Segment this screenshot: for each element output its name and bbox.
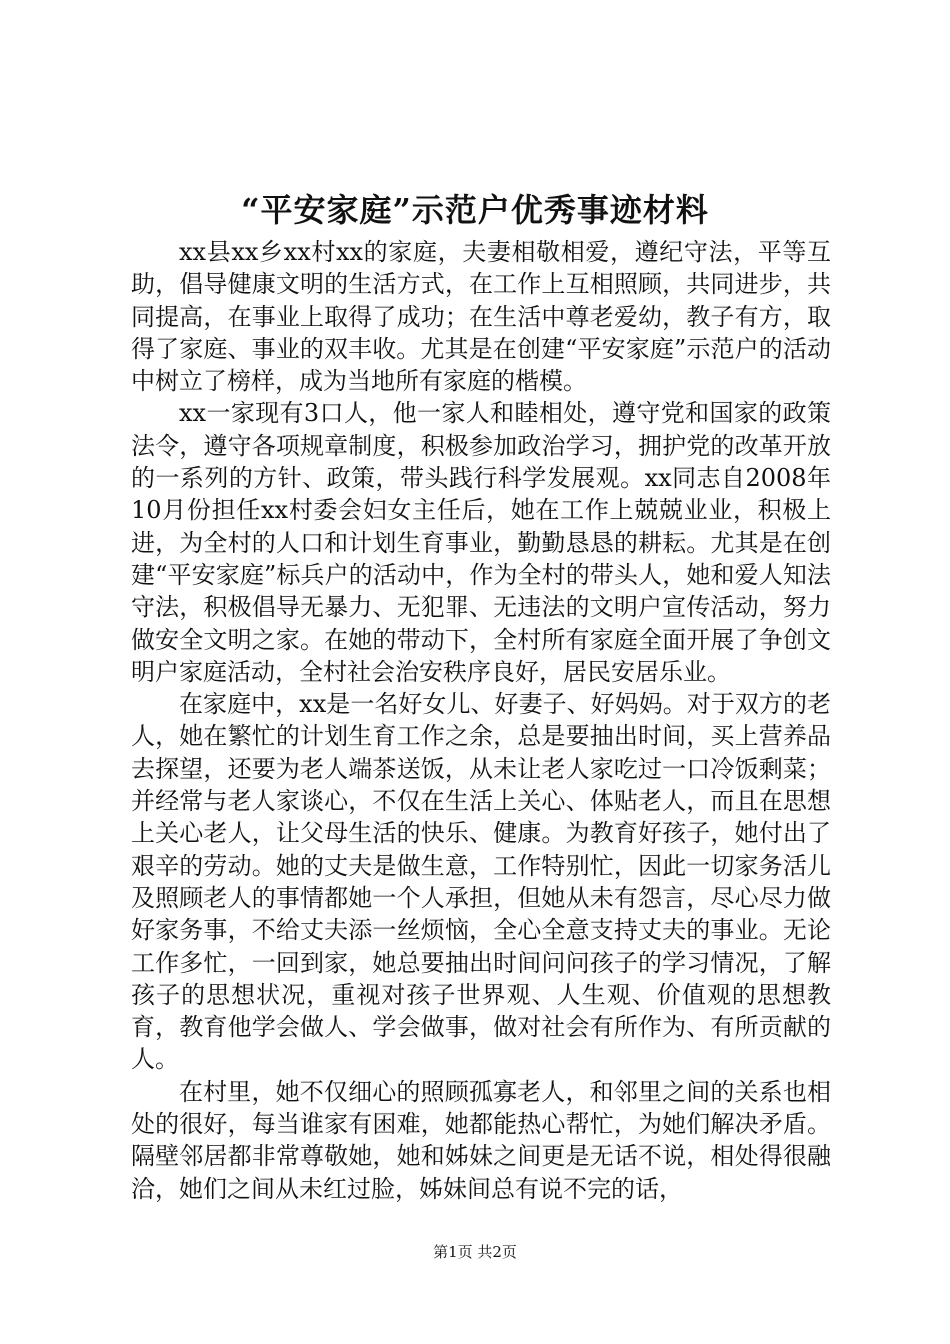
paragraph-2: xx一家现有3口人，他一家人和睦相处，遵守党和国家的政策法令，遵守各项规章制度，积极参加政治学习，拥护党的改革开放的一系列的方针、政策，带头践行科学发展观。xx同志自2008年10月份担任xx村委会妇女主任后，她在工作上兢兢业业，积极上进，为全村的人口和计划生育事业，勤勤恳恳的耕耘。尤其是在创建“平安家庭”标兵户的活动中，作为全村的带头人，她和爱人知法守法，积极倡导无暴力、无犯罪、无违法的文明户宣传活动，努力做安全文明之家。在她的带动下，全村所有家庭全面开展了争创文明户家庭活动，全村社会治安秩序良好，居民安居乐业。 (131, 399, 831, 686)
document-body (131, 236, 831, 1205)
paragraph-1: xx县xx乡xx村xx的家庭，夫妻相敬相爱，遵纪守法，平等互助，倡导健康文明的生活方式，在工作上互相照顾，共同进步，共同提高，在事业上取得了成功；在生活中尊老爱幼，教子有方，取得了家庭、事业的双丰收。尤其是在创建“平安家庭”示范户的活动中树立了榜样，成为当地所有家庭的楷模。 (131, 238, 831, 396)
paragraph-3: 在家庭中，xx是一名好女儿、好妻子、好妈妈。对于双方的老人，她在繁忙的计划生育工作之余，总是要抽出时间，买上营养品去探望，还要为老人端茶送饭，从未让老人家吃过一口冷饭剩菜；并经常与老人家谈心，不仅在生活上关心、体贴老人，而且在思想上关心老人，让父母生活的快乐、健康。为教育好孩子，她付出了艰辛的劳动。她的丈夫是做生意，工作特别忙，因此一切家务活儿及照顾老人的事情都她一个人承担，但她从未有怨言，尽心尽力做好家务事，不给丈夫添一丝烦恼，全心全意支持丈夫的事业。无论工作多忙，一回到家，她总要抽出时间问问孩子的学习情况，了解孩子的思想状况，重视对孩子世界观、人生观、价值观的思想教育，教育他学会做人、学会做事，做对社会有所作为、有所贡献的人。 (131, 690, 831, 1074)
paragraph-4: 在村里，她不仅细心的照顾孤寡老人，和邻里之间的关系也相处的很好，每当谁家有困难，她都能热心帮忙，为她们解决矛盾。隔壁邻居都非常尊敬她，她和姊妹之间更是无话不说，相处得很融洽，她们之间从未红过脸，姊妹间总有说不完的话， (131, 1077, 831, 1203)
page-footer: 第1页 共2页 (433, 1243, 517, 1261)
document-title: “平安家庭”示范户优秀事迹材料 (241, 191, 709, 229)
